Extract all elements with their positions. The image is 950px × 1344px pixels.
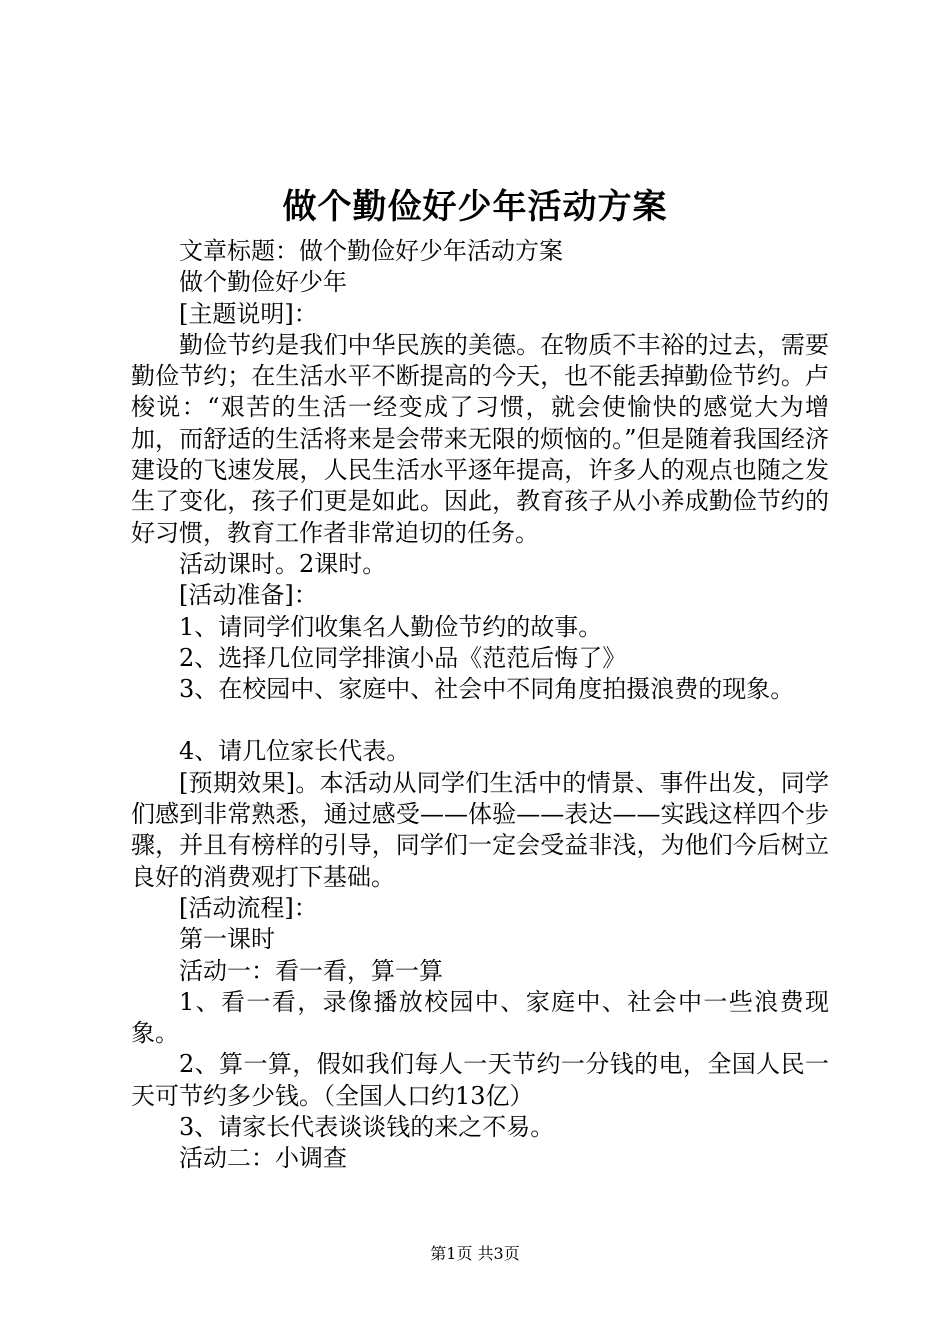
paragraph: 做个勤俭好少年 [179, 268, 347, 297]
paragraph: [主题说明]： [179, 299, 318, 328]
document-body [131, 236, 829, 1175]
paragraph: [活动流程]： [179, 893, 318, 922]
paragraph: 勤俭节约是我们中华民族的美德。在物质不丰裕的过去，需要勤俭节约；在生活水平不断提高的今天，也不能丢掉勤俭节约。卢梭说：“艰苦的生活一经变成了习惯，就会使愉快的感觉大为增加，而舒适的生活将来是会带来无限的烦恼的。”但是随着我国经济建设的飞速发展，人民生活水平逐年提高，许多人的观点也随之发生了变化，孩子们更是如此。因此，教育孩子从小养成勤俭节约的好习惯，教育工作者非常迫切的任务。 [131, 330, 829, 547]
blank-line [131, 705, 829, 736]
paragraph: 文章标题：做个勤俭好少年活动方案 [179, 237, 563, 265]
document-title: 做个勤俭好少年活动方案 [282, 187, 668, 227]
page-number-footer: 第1页 共3页 [430, 1244, 520, 1263]
paragraph: [活动准备]： [179, 581, 318, 610]
list-item: 1、看一看，录像播放校园中、家庭中、社会中一些浪费现象。 [131, 987, 829, 1048]
paragraph: 活动一：看一看，算一算 [179, 956, 443, 985]
list-item: 3、在校园中、家庭中、社会中不同角度拍摄浪费的现象。 [179, 675, 795, 704]
paragraph: 第一课时 [179, 925, 275, 954]
list-item: 2、算一算，假如我们每人一天节约一分钱的电，全国人民一天可节约多少钱。（全国人口约13亿） [131, 1050, 829, 1110]
paragraph: [预期效果]。本活动从同学们生活中的情景、事件出发，同学们感到非常熟悉，通过感受——体验——表达——实践这样四个步骤，并且有榜样的引导，同学们一定会受益非浅，为他们今后树立良好的消费观打下基础。 [131, 768, 829, 891]
paragraph: 活动课时。2课时。 [179, 549, 387, 578]
list-item: 2、选择几位同学排演小品《范范后悔了》 [179, 643, 627, 672]
list-item: 3、请家长代表谈谈钱的来之不易。 [179, 1113, 555, 1142]
list-item: 4、请几位家长代表。 [179, 737, 411, 766]
paragraph: 活动二：小调查 [179, 1144, 347, 1173]
list-item: 1、请同学们收集名人勤俭节约的故事。 [179, 612, 603, 641]
